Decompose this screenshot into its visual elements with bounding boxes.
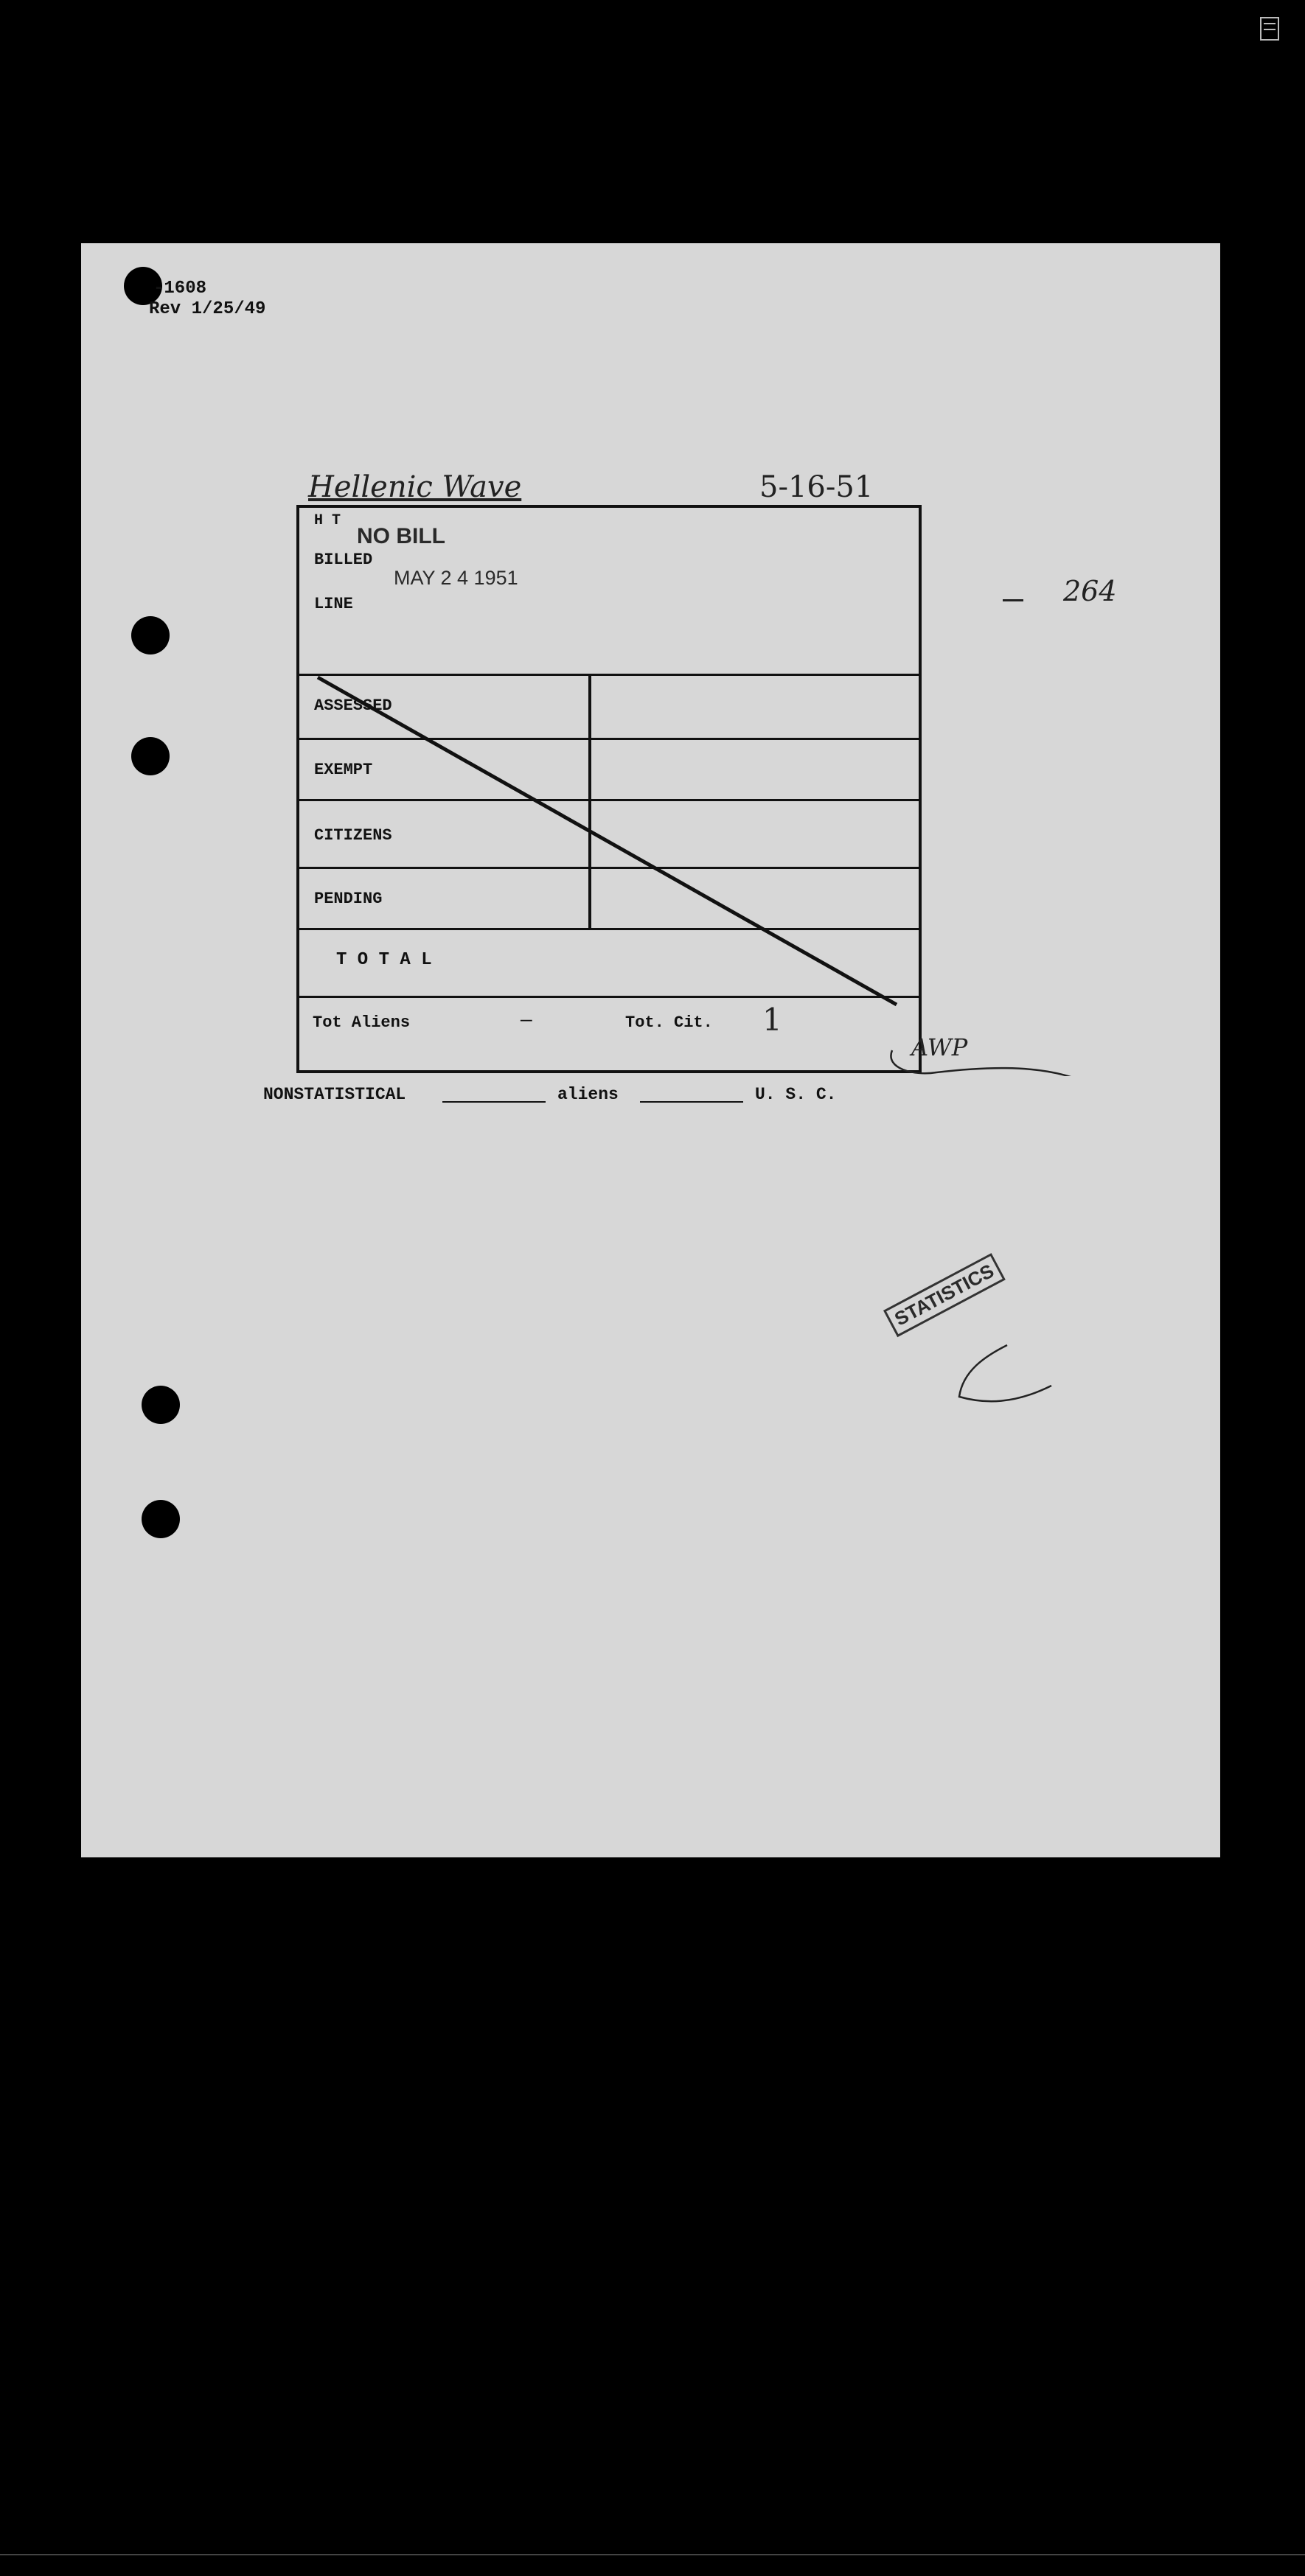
form-date: 5-16-51: [759, 470, 874, 504]
aliens-label: aliens: [557, 1085, 619, 1104]
statistics-stamp: STATISTICS: [883, 1253, 1006, 1337]
punch-hole: [142, 1386, 180, 1424]
sequence-number: 264: [1063, 575, 1117, 607]
usc-label: U. S. C.: [755, 1085, 837, 1104]
aliens-blank: [640, 1101, 743, 1103]
row-label-exempt: EXEMPT: [314, 761, 373, 779]
statistics-signature: [956, 1341, 1066, 1415]
tot-aliens-label: Tot Aliens: [313, 1013, 411, 1032]
ht-label: H T: [314, 512, 341, 529]
cancel-strike-line: [299, 508, 919, 1070]
film-edge-rule: [0, 2554, 1305, 2555]
form-revision: Rev 1/25/49: [149, 299, 266, 319]
row-label-citizens: CITIZENS: [314, 826, 392, 845]
no-bill-stamp: NO BILL: [357, 524, 445, 548]
punch-hole: [131, 616, 170, 655]
tot-cit-value: 1: [762, 1002, 782, 1038]
row-label-pending: PENDING: [314, 890, 383, 908]
line-label: LINE: [314, 595, 353, 613]
punch-hole: [142, 1500, 180, 1538]
ship-name: Hellenic Wave: [308, 470, 522, 504]
corner-mark-icon: [1255, 13, 1284, 46]
punch-hole: [131, 737, 170, 775]
row-label-assessed: ASSESSED: [314, 697, 392, 715]
initials: AWP: [911, 1033, 968, 1061]
tot-aliens-value: —: [521, 1009, 532, 1031]
initials-underline: [885, 1032, 1076, 1076]
sequence-dash: [1003, 599, 1023, 601]
nonstatistical-label: NONSTATISTICAL: [263, 1085, 406, 1104]
manifest-form-box: [296, 505, 922, 1073]
nonstatistical-blank: [442, 1101, 546, 1103]
billed-label: BILLED: [314, 551, 373, 569]
total-label: T O T A L: [336, 950, 432, 970]
billed-date-stamp: MAY 2 4 1951: [394, 567, 518, 589]
form-number: -1608: [153, 279, 207, 299]
tot-cit-label: Tot. Cit.: [625, 1013, 713, 1032]
